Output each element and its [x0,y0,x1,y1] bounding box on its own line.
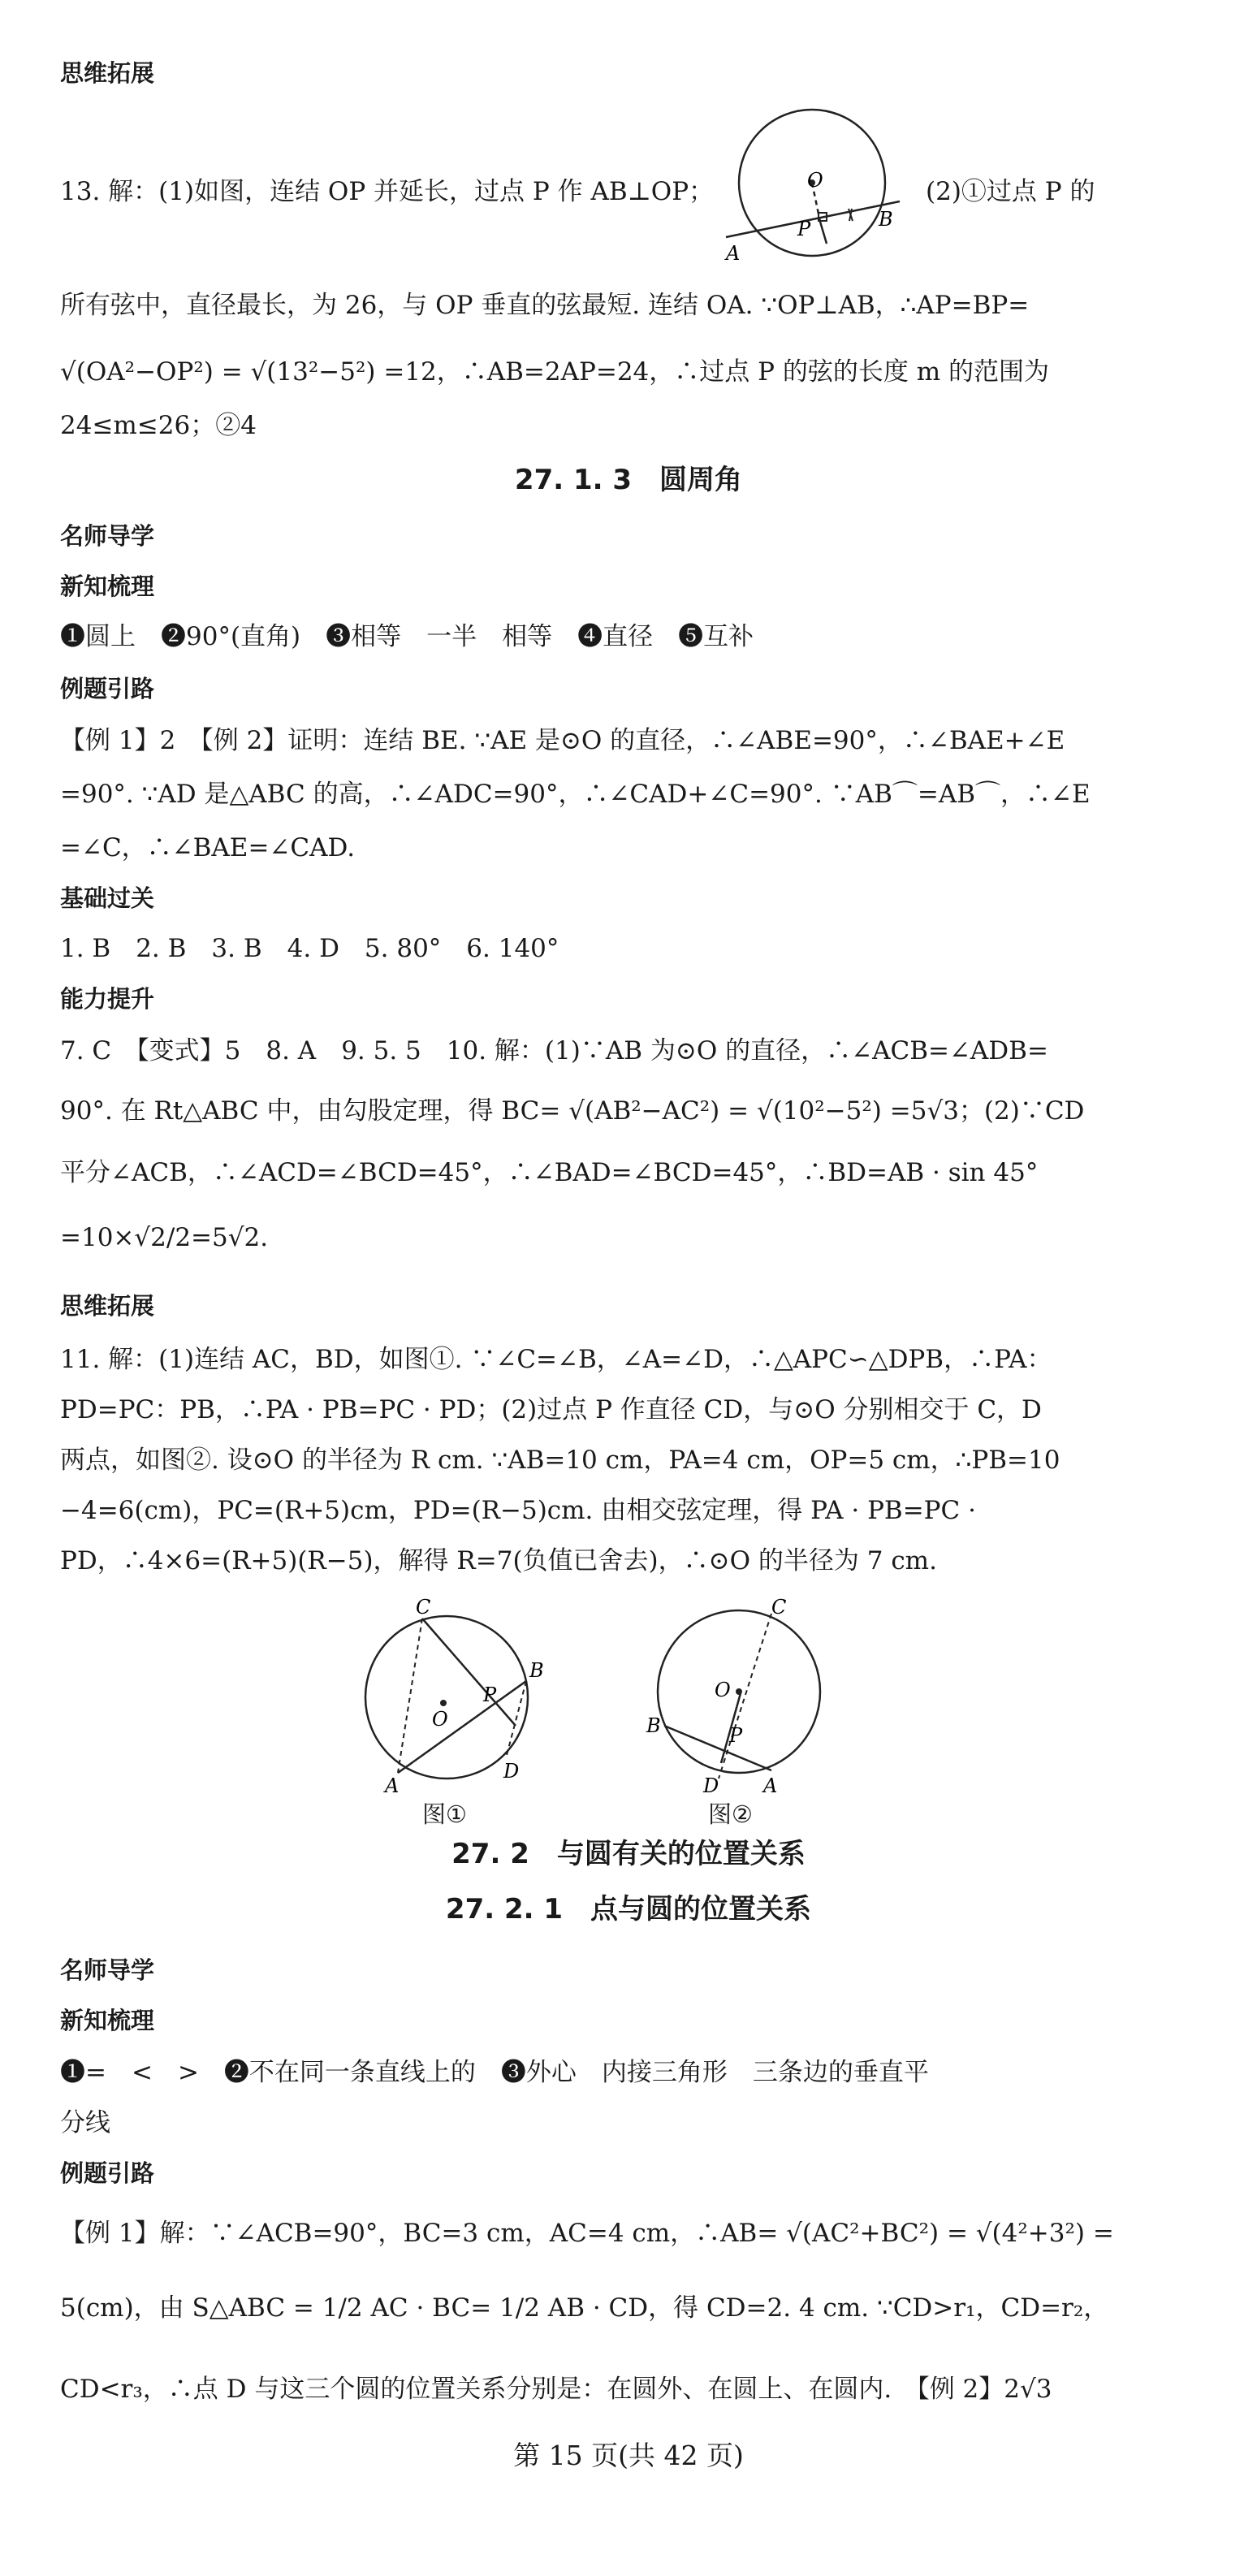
fig2-label-o: O [715,1679,731,1701]
heading-new-knowledge: 新知梳理 [60,573,155,600]
figure-2-caption: 图② [708,1800,753,1828]
answer-13-line-1a: 13. 解：(1)如图，连结 OP 并延长，过点 P 作 AB⊥OP； [60,177,715,206]
basic-answers: 1. B 2. B 3. B 4. D 5. 80° 6. 140° [60,934,559,963]
figure-chord-diagram [715,106,909,268]
fig1-label-b: B [529,1659,544,1682]
heading-basic: 基础过关 [60,884,155,912]
fig1-label-p: P [483,1683,497,1706]
section-subtitle-27-2-1: 27. 2. 1 点与圆的位置关系 [445,1893,812,1926]
example-2-line-3: CD<r₃，∴点 D 与这三个圆的位置关系分别是：在圆外、在圆上、在圆内. 【例 2】2√3 [60,2375,1052,2404]
example-2-line-2: 5(cm)，由 S△ABC = 1/2 AC · BC= 1/2 AB · CD，得 CD=2. 4 cm. ∵CD>r₁，CD=r₂， [60,2293,1109,2323]
fig-label-o: O [807,169,823,192]
section-title-27-1-3: 27. 1. 3 圆周角 [514,464,743,496]
answer-13-line-4: 24≤m≤26；②4 [60,411,257,440]
example-line-1: 【例 1】2 【例 2】证明：连结 BE. ∵AE 是⊙O 的直径，∴∠ABE=90°，∴∠BAE+∠E [60,726,1065,755]
ability-line-1: 7. C 【变式】5 8. A 9. 5. 5 10. 解：(1)∵AB 为⊙O 的直径，∴∠ACB=∠ADB= [60,1036,1048,1065]
thinking-line-4: −4=6(cm)，PC=(R+5)cm，PD=(R−5)cm. 由相交弦定理，得 PA · PB=PC · [60,1496,976,1525]
fig2-label-c: C [771,1596,787,1619]
page-footer: 第 15 页(共 42 页) [513,2440,744,2471]
heading-thinking-2: 思维拓展 [60,1292,155,1320]
thinking-line-1: 11. 解：(1)连结 AC，BD，如图①. ∵∠C=∠B，∠A=∠D，∴△APC∽△DPB，∴PA： [60,1345,1052,1374]
heading-teacher-guide-2: 名师导学 [60,1956,155,1984]
thinking-line-3: 两点，如图②. 设⊙O 的半径为 R cm. ∵AB=10 cm，PA=4 cm，OP=5 cm，∴PB=10 [60,1446,1060,1475]
example-2-line-1: 【例 1】解：∵∠ACB=90°，BC=3 cm，AC=4 cm，∴AB= √(AC²+BC²) = √(4²+3²) = [60,2219,1114,2248]
heading-examples-2: 例题引路 [60,2159,155,2187]
answer-13-line-3: √(OA²−OP²) = √(13²−5²) =12，∴AB=2AP=24，∴过点 P 的弦的长度 m 的范围为 [60,357,1049,387]
fig1-label-a: A [385,1774,400,1797]
ability-line-3: 平分∠ACB，∴∠ACD=∠BCD=45°，∴∠BAD=∠BCD=45°，∴BD=AB · sin 45° [60,1158,1039,1187]
heading-examples: 例题引路 [60,675,155,702]
figure-1-caption: 图① [422,1800,467,1828]
ability-line-4: =10×√2/2=5√2. [60,1223,269,1252]
fig2-label-d: D [703,1774,719,1797]
fig2-label-a: A [763,1774,778,1797]
answer-13-line-2: 所有弦中，直径最长，为 26，与 OP 垂直的弦最短. 连结 OA. ∵OP⊥AB，∴AP=BP= [60,291,1030,320]
fig2-label-p: P [729,1724,743,1747]
new-knowledge-line-2: 分线 [60,2108,110,2137]
ability-line-2: 90°. 在 Rt△ABC 中，由勾股定理，得 BC= √(AB²−AC²) = √(10²−5²) =5√3；(2)∵CD [60,1096,1085,1126]
heading-ability: 能力提升 [60,985,155,1013]
fig1-label-o: O [432,1708,448,1731]
thinking-line-5: PD，∴4×6=(R+5)(R−5)，解得 R=7(负值已舍去)，∴⊙O 的半径为 7 cm. [60,1546,937,1575]
new-knowledge-line-1: ❶= < > ❷不在同一条直线上的 ❸外心 内接三角形 三条边的垂直平 [60,2058,929,2087]
thinking-line-2: PD=PC：PB，∴PA · PB=PC · PD；(2)过点 P 作直径 CD，与⊙O 分别相交于 C，D [60,1395,1042,1424]
fig-label-b: B [879,208,893,231]
example-line-3: =∠C，∴∠BAE=∠CAD. [60,833,356,862]
fig1-label-c: C [416,1596,431,1619]
figure-2 [641,1596,844,1799]
answer-13-line-1b: (2)①过点 P 的 [926,177,1095,206]
example-line-2: =90°. ∵AD 是△ABC 的高，∴∠ADC=90°，∴∠CAD+∠C=90°. ∵AB⌒=AB⌒，∴∠E [60,780,1091,809]
fig1-label-d: D [503,1760,520,1783]
section-title-27-2: 27. 2 与圆有关的位置关系 [451,1838,806,1870]
fig2-label-b: B [646,1714,661,1737]
figure-1 [349,1596,560,1799]
fig-label-a: A [726,242,741,265]
section-heading-thinking: 思维拓展 [60,59,155,87]
fig-label-p: P [797,218,811,240]
new-knowledge-items: ❶圆上 ❷90°(直角) ❸相等 一半 相等 ❹直径 ❺互补 [60,622,754,651]
heading-new-knowledge-2: 新知梳理 [60,2007,155,2034]
heading-teacher-guide: 名师导学 [60,522,155,550]
